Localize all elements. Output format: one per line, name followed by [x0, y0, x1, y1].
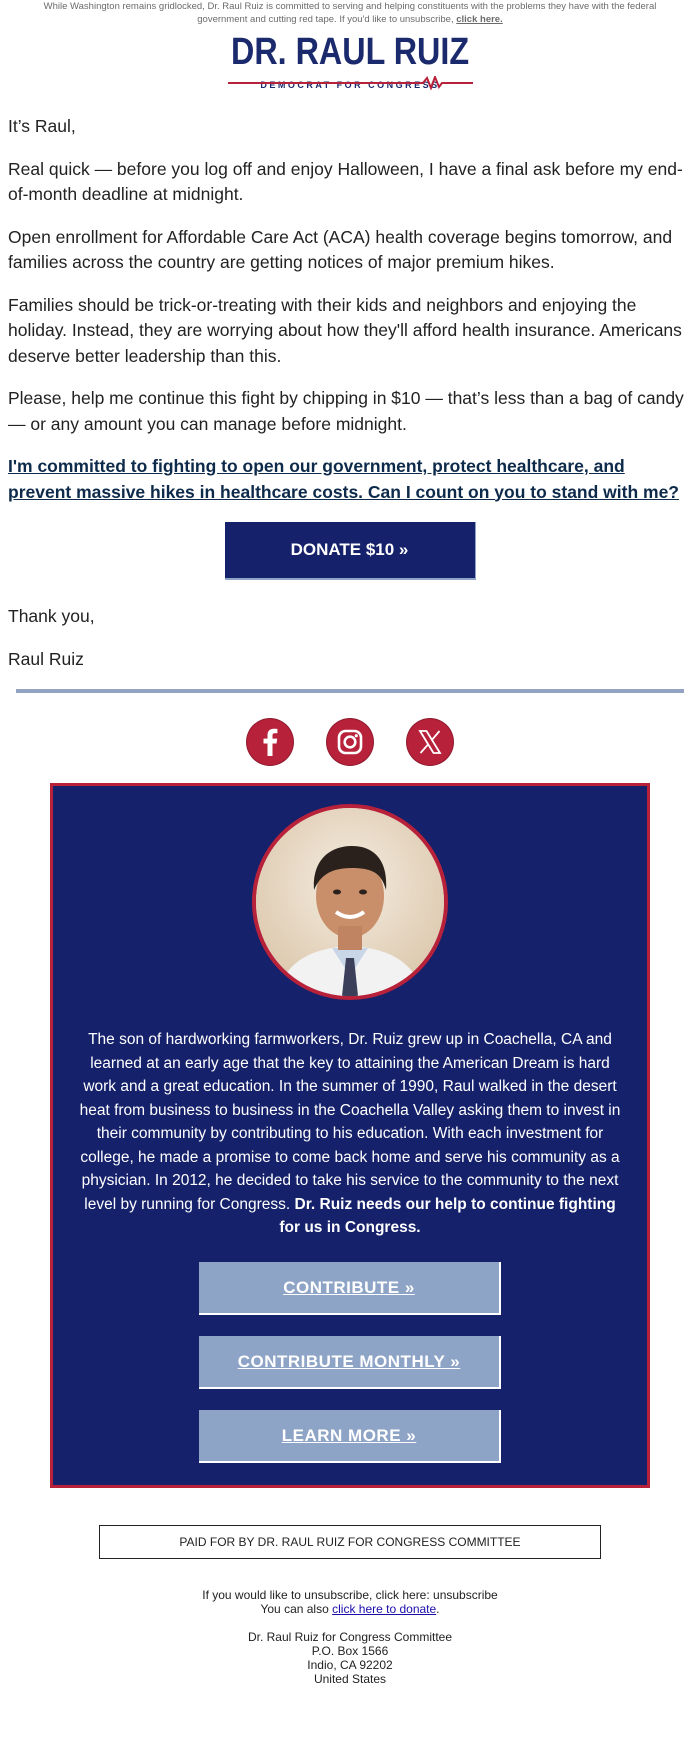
- donate-line: [0, 1602, 700, 1616]
- paragraph-4: Please, help me continue this fight by chipping in $10 — that’s less than a bag of candy — or any amount you can manage before midnight.: [8, 388, 684, 434]
- logo-tagline: DEMOCRAT FOR CONGRESS: [260, 80, 440, 90]
- heartbeat-line-icon: [228, 76, 473, 90]
- donate-10-button[interactable]: DONATE $10 »: [225, 522, 476, 580]
- address-line-3: Indio, CA 92202: [307, 1657, 393, 1672]
- bio-bold-statement: Dr. Ruiz needs our help to continue fighting for us in Congress.: [279, 1195, 616, 1236]
- address-line-2: P.O. Box 1566: [311, 1643, 389, 1658]
- cta-link[interactable]: I'm committed to fighting to open our government, protect healthcare, and prevent massive hikes in healthcare costs. Can I count on you to stand with me?: [8, 456, 679, 502]
- unsubscribe-text[interactable]: If you would like to unsubscribe, click here: unsubscribe: [202, 1587, 498, 1602]
- paid-for-disclaimer: PAID FOR BY DR. RAUL RUIZ FOR CONGRESS COMMITTEE: [99, 1525, 601, 1559]
- contribute-monthly-button[interactable]: CONTRIBUTE MONTHLY »: [199, 1336, 501, 1389]
- paragraph-3: Families should be trick-or-treating with their kids and neighbors and enjoying the holiday. Instead, they are worrying about how they'll afford health insurance. Americans deserve better leadership than this.: [8, 294, 682, 366]
- instagram-icon[interactable]: [327, 719, 373, 765]
- preheader: [0, 0, 700, 26]
- contribute-button[interactable]: CONTRIBUTE »: [199, 1262, 501, 1315]
- signoff: Thank you,: [8, 606, 95, 626]
- facebook-icon[interactable]: [247, 719, 293, 765]
- address-line-1: Dr. Raul Ruiz for Congress Committee: [247, 1629, 453, 1644]
- address-line-4: United States: [313, 1671, 387, 1686]
- donate-line-suffix: .: [436, 1601, 440, 1616]
- signature: Raul Ruiz: [8, 648, 84, 669]
- footer: [0, 1588, 700, 1686]
- bio-panel: [50, 783, 650, 1488]
- social-links: [0, 719, 700, 767]
- donate-button-wrap: [8, 522, 692, 580]
- donate-link[interactable]: click here to donate: [332, 1601, 437, 1616]
- candidate-photo: [252, 804, 448, 1000]
- x-icon[interactable]: [407, 719, 453, 765]
- logo-name: DR. RAUL RUIZ: [230, 31, 470, 73]
- learn-more-button[interactable]: LEARN MORE »: [199, 1410, 501, 1463]
- mailing-address: [0, 1630, 700, 1686]
- greeting: It’s Raul,: [8, 116, 76, 136]
- divider: [16, 689, 684, 693]
- paragraph-2: Open enrollment for Affordable Care Act (ACA) health coverage begins tomorrow, and families across the country are getting notices of major premium hikes.: [8, 226, 673, 272]
- preheader-unsubscribe-link[interactable]: click here.: [456, 14, 503, 25]
- paragraph-1: Real quick — before you log off and enjoy Halloween, I have a final ask before my end-of-month deadline at midnight.: [8, 158, 683, 204]
- bio-paragraph: The son of hardworking farmworkers, Dr. Ruiz grew up in Coachella, CA and learned at an early age that the key to attaining the American Dream is hard work and a great education. In the summer of 1990, Raul walked in the desert heat from business to business in the Coachella Valley asking them to invest in their community by contributing to his education. With each investment for college, he made a promise to come back home and serve his community as a physician. In 2012, he decided to take his service to the community to the next level by running for Congress.: [79, 1031, 621, 1213]
- letter: [0, 114, 700, 672]
- donate-line-prefix: You can also: [260, 1601, 329, 1616]
- bio-text: [69, 1028, 631, 1240]
- campaign-logo: [0, 32, 700, 92]
- preheader-text: While Washington remains gridlocked, Dr. Raul Ruiz is committed to serving and helping constituents with the problems they have with the federal government and cutting red tape. If you'd like to unsubscribe,: [43, 1, 657, 25]
